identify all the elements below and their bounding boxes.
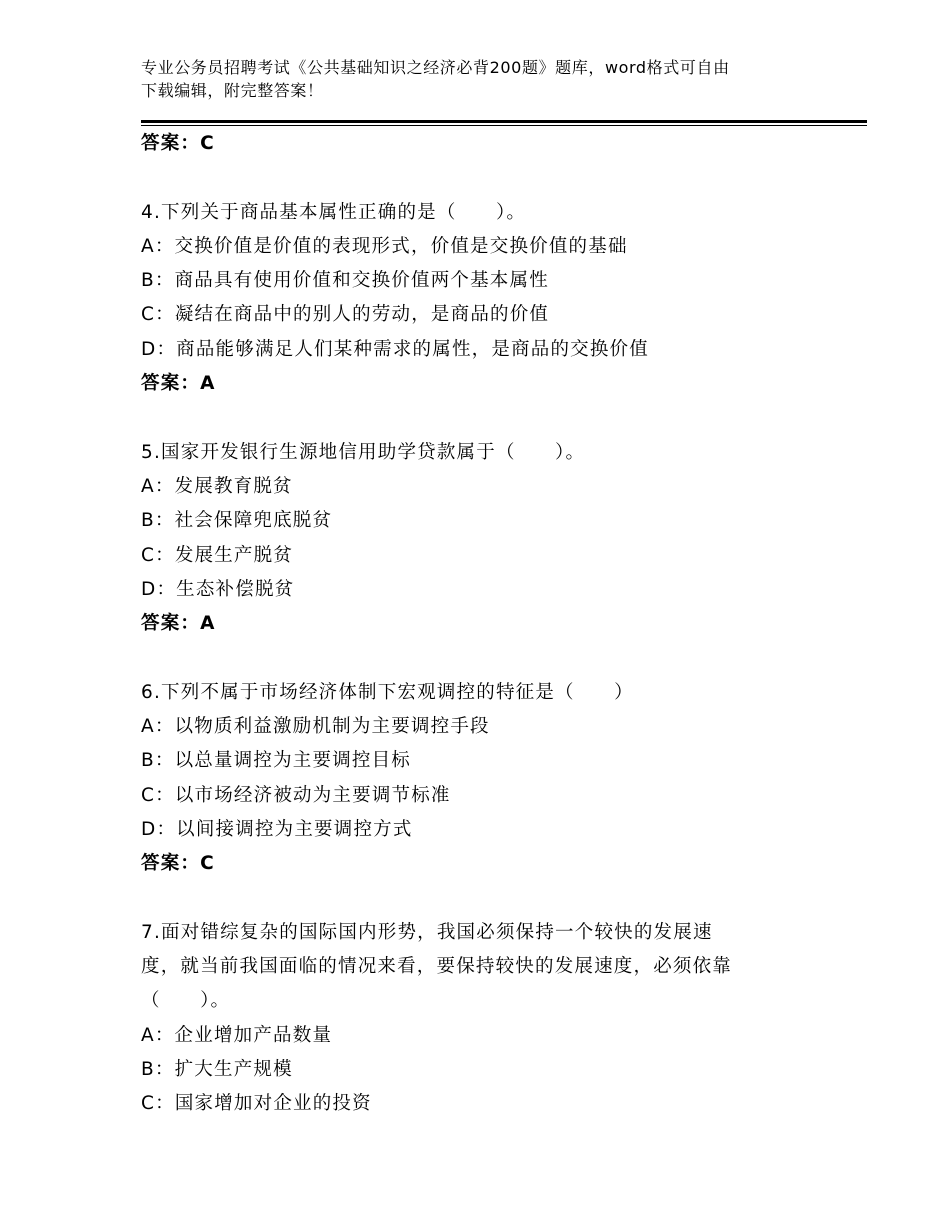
question-5 <box>141 436 841 642</box>
option-d: D：生态补偿脱贫 <box>141 578 295 600</box>
spacer <box>141 641 841 675</box>
header-line-2: 下载编辑，附完整答案！ <box>141 81 324 100</box>
spacer <box>141 401 841 435</box>
header-line-1: 专业公务员招聘考试《公共基础知识之经济必背200题》题库，word格式可自由 <box>141 58 730 77</box>
header-rule-thin <box>141 125 867 126</box>
option-b: B：以总量调控为主要调控目标 <box>141 750 411 772</box>
spacer <box>141 161 841 195</box>
option-c: C：凝结在商品中的别人的劳动，是商品的价值 <box>141 304 550 326</box>
option-c: C：国家增加对企业的投资 <box>141 1093 372 1115</box>
question-6 <box>141 676 841 882</box>
previous-answer: 答案：C <box>141 133 215 154</box>
question-list <box>141 127 841 1122</box>
option-d: D：商品能够满足人们某种需求的属性，是商品的交换价值 <box>141 338 649 360</box>
question-stem-line-2: 度，就当前我国面临的情况来看，要保持较快的发展速度，必须依靠 <box>141 956 733 978</box>
option-b: B：社会保障兜底脱贫 <box>141 510 333 532</box>
question-stem: 5.国家开发银行生源地信用助学贷款属于（ ）。 <box>141 441 586 463</box>
option-a: A：企业增加产品数量 <box>141 1024 333 1046</box>
option-a: A：以物质利益激励机制为主要调控手段 <box>141 716 490 738</box>
question-stem-line-3: （ ）。 <box>141 990 231 1012</box>
question-stem: 4.下列关于商品基本属性正确的是（ ）。 <box>141 201 527 223</box>
option-c: C：发展生产脱贫 <box>141 544 294 566</box>
answer: 答案：A <box>141 613 216 635</box>
option-c: C：以市场经济被动为主要调节标准 <box>141 784 451 806</box>
option-a: A：发展教育脱贫 <box>141 475 293 497</box>
spacer <box>141 882 841 916</box>
question-7 <box>141 916 841 1122</box>
question-4 <box>141 196 841 402</box>
question-stem-line-1: 7.面对错综复杂的国际国内形势，我国必须保持一个较快的发展速 <box>141 921 713 943</box>
answer: 答案：C <box>141 853 215 875</box>
question-stem: 6.下列不属于市场经济体制下宏观调控的特征是（ ） <box>141 681 634 703</box>
header-rule-thick <box>141 120 867 123</box>
page-header <box>141 56 821 102</box>
option-b: B：扩大生产规模 <box>141 1059 293 1081</box>
answer: 答案：A <box>141 373 216 395</box>
option-b: B：商品具有使用价值和交换价值两个基本属性 <box>141 270 549 292</box>
option-d: D：以间接调控为主要调控方式 <box>141 818 413 840</box>
option-a: A：交换价值是价值的表现形式，价值是交换价值的基础 <box>141 235 628 257</box>
